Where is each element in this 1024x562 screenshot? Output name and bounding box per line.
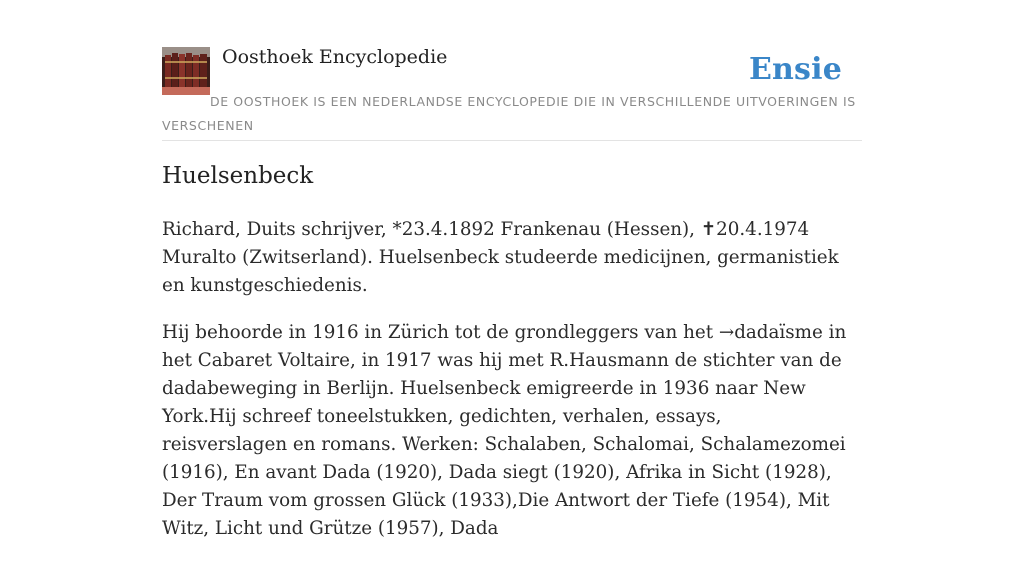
article-paragraph: [162, 319, 852, 543]
brand-logo[interactable]: Ensie: [748, 52, 842, 87]
page-container: [162, 0, 862, 539]
article-body: [162, 216, 852, 562]
dadaisme-link[interactable]: →dadaïsme: [718, 322, 823, 343]
article-title: Huelsenbeck: [162, 163, 314, 189]
site-header: [162, 0, 862, 141]
site-title[interactable]: Oosthoek Encyclopedie: [222, 46, 448, 68]
encyclopedia-books-icon[interactable]: [162, 47, 210, 95]
site-tagline: DE OOSTHOEK IS EEN NEDERLANDSE ENCYCLOPEDIE DIE IN VERSCHILLENDE UITVOERINGEN IS VERSCHENEN: [162, 94, 856, 133]
paragraph-text: in het Cabaret Voltaire, in 1917 was hij met R.Hausmann de stichter van de dadabeweging in Berlijn. Huelsenbeck emigreerde in 1936 naar New York.Hij schreef toneelstukken, gedichten, verhalen, essays, reisverslagen en romans. Werken: Schalaben, Schalomai, Schalamezomei (1916), En avant Dada (1920), Dada siegt (1920), Afrika in Sicht (1928), Der Traum vom grossen Glück (1933),Die Antwort der Tiefe (1954), Mit Witz, Licht und Grütze (1957), Dada: [162, 322, 847, 539]
paragraph-text: Hij behoorde in 1916 in Zürich tot de grondleggers van het: [162, 322, 719, 343]
article-paragraph: Richard, Duits schrijver, *23.4.1892 Frankenau (Hessen), ✝20.4.1974 Muralto (Zwitserland). Huelsenbeck studeerde medicijnen, germanistiek en kunstgeschiedenis.: [162, 219, 839, 296]
